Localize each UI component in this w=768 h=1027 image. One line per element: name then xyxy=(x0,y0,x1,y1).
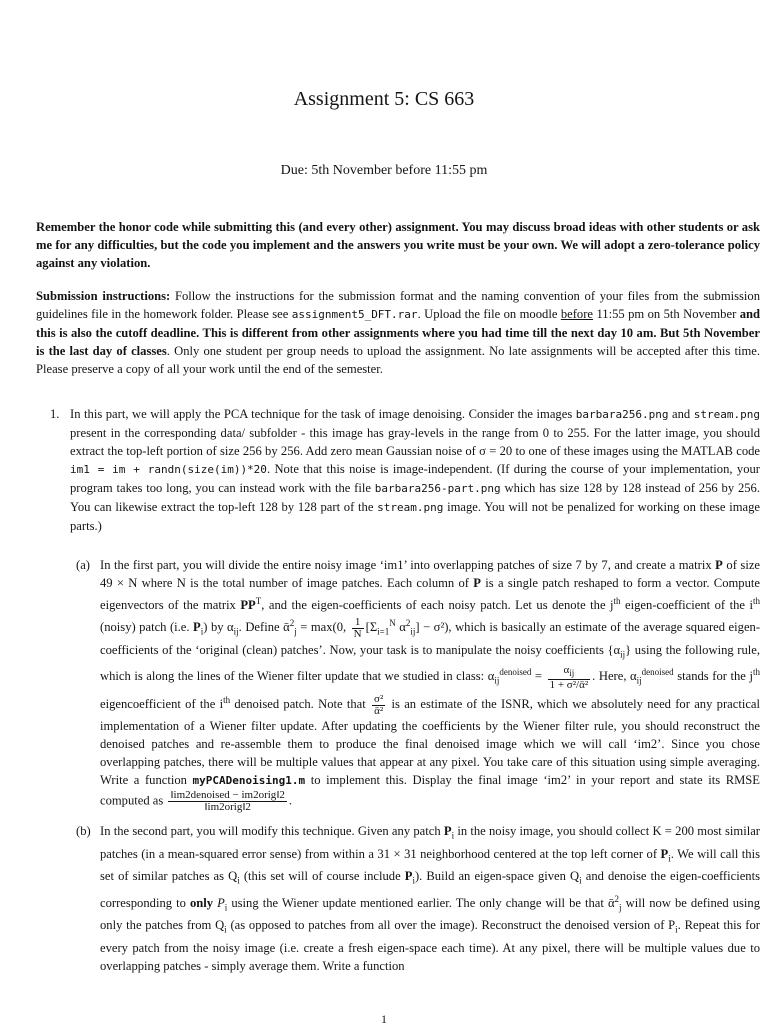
part-a-text: eigen-coefficient of the i xyxy=(625,598,753,613)
subscript: i=1 xyxy=(377,626,390,637)
superscript: 2 xyxy=(405,618,411,629)
page-number: 1 xyxy=(381,1012,387,1026)
fraction-denominator: ‖im2orig‖2 xyxy=(204,800,251,813)
superscript: N xyxy=(389,618,396,629)
part-a-text: of size 49 × N where N is the total number of image patches. Each column of xyxy=(100,558,760,590)
fraction-numerator: 1 xyxy=(352,617,364,629)
part-a-text: is a single patch reshaped to form a vector. Compute eigenvectors of the matrix xyxy=(100,576,760,613)
image-filename: barbara256.png xyxy=(575,408,669,421)
subscript: i xyxy=(224,924,227,935)
part-a-text: . Here, α xyxy=(592,669,637,684)
subscript: j xyxy=(294,626,297,637)
q1-text: and xyxy=(672,407,691,421)
math-symbol: P xyxy=(660,846,669,861)
submission-text: . Upload the file on moodle xyxy=(417,307,558,321)
submission-label: Submission instructions: xyxy=(36,289,171,303)
superscript: 2 xyxy=(614,893,620,904)
subscript: ij xyxy=(410,626,416,637)
q1-text: . Note that this noise is image-independent. (If during the course of your implementation, your program takes too long, you can instead work with the file xyxy=(70,462,760,495)
page-title: Assignment 5: CS 663 xyxy=(293,88,475,110)
subscript: i xyxy=(237,875,240,886)
part-a-text: = xyxy=(534,669,543,684)
subscript: i xyxy=(579,875,582,886)
image-filename: stream.png xyxy=(377,501,444,514)
q1-text: image. You will not be penalized for working on these image parts.) xyxy=(70,500,760,533)
part-a-text: . xyxy=(288,792,293,807)
part-a-text: . Define ᾱ xyxy=(238,620,290,635)
fraction-denominator: N xyxy=(353,627,362,640)
superscript: th xyxy=(613,596,621,606)
superscript: 2 xyxy=(289,618,295,629)
superscript: denoised xyxy=(641,667,674,678)
submission-filename: assignment5_DFT.rar xyxy=(291,308,418,321)
fraction-denominator: 1 + σ²/ᾱ² xyxy=(549,678,589,691)
part-b xyxy=(76,822,760,975)
part-b-text: and denoise the eigen-coefficients corresponding to xyxy=(100,869,760,910)
before-underlined: before xyxy=(560,307,594,321)
subscript: i xyxy=(412,875,415,886)
subscript: i xyxy=(668,853,671,864)
submission-text: Follow the instructions for the submission format and the naming convention of your files from the submission guidelines file in the homework folder. Please see xyxy=(36,289,761,321)
fraction-text: α xyxy=(563,663,570,676)
submission-instructions xyxy=(36,287,760,378)
part-b-text: (as opposed to patches from all over the image). Reconstruct the denoised version of P xyxy=(230,918,676,933)
superscript: T xyxy=(255,596,262,606)
part-a-text: to implement this. Display the final image ‘im2’ in your report and state its RMSE computed as xyxy=(100,772,760,807)
math-symbol: PP xyxy=(240,598,256,613)
subscript: i xyxy=(224,902,228,913)
emphasis-only: only xyxy=(189,895,214,910)
part-a-text: [Σ xyxy=(365,620,378,635)
part-b-text: In the second part, you will modify this technique. Given any patch xyxy=(100,824,441,838)
subscript: ij xyxy=(620,649,626,660)
subscript: ij xyxy=(569,667,575,678)
part-a-text: eigencoefficient of the i xyxy=(100,696,224,711)
question-number: 1. xyxy=(50,407,60,421)
function-name: myPCADenoising1.m xyxy=(192,773,306,787)
part-a-text: = max(0, xyxy=(300,620,347,635)
part-a-text: , and the eigen-coefficients of each noisy patch. Let us denote the j xyxy=(261,598,614,613)
image-filename: stream.png xyxy=(693,408,761,421)
q1-text: In this part, we will apply the PCA technique for the task of image denoising. Consider the images xyxy=(70,407,573,421)
due-date: Due: 5th November before 11:55 pm xyxy=(280,163,488,178)
subscript: ij xyxy=(494,676,500,687)
deadline-bold: and this is also the cutoff deadline. This is different from other assignments where you had time till the next day 10 am. But 5th November is the last day of classes xyxy=(36,307,760,358)
part-b-text: . Repeat this for every patch from the noisy image (i.e. create a fresh eigen-space each time). At any pixel, there will be multiple values due to overlapping patches - simply average them. Write a function xyxy=(100,918,760,973)
part-a xyxy=(76,556,760,813)
subscript: i xyxy=(675,924,678,935)
q1-text: which has size 128 by 128 instead of 256 by 256. You can likewise extract the top-left 128 by 128 part of the xyxy=(70,481,760,514)
math-symbol: P xyxy=(217,895,225,910)
math-symbol: P xyxy=(193,620,201,635)
superscript: denoised xyxy=(499,667,532,678)
fraction-numerator xyxy=(548,665,591,680)
part-a-text: α xyxy=(399,620,406,635)
part-a-text: } using the following rule, which is along the lines of the Wiener filter update that we studied in class: α xyxy=(100,642,761,684)
fraction-numerator: σ² xyxy=(374,692,384,705)
part-b-text: ). Build an eigen-space given Q xyxy=(414,869,580,884)
part-b-text: using the Wiener update mentioned earlier. The only change will be that ᾱ xyxy=(231,895,615,910)
part-a-text: ) by α xyxy=(203,620,234,635)
wiener-fraction xyxy=(548,665,591,691)
rmse-fraction xyxy=(168,790,286,813)
isnr-fraction xyxy=(372,694,385,717)
subscript: j xyxy=(619,902,622,913)
superscript: th xyxy=(223,694,231,705)
part-a-text: ] − σ²), which is basically an estimate of the average squared eigen-coefficients of the ‘original (clean) patches’. Now, your task is to manipulate the noisy coefficients {α xyxy=(100,620,761,657)
math-symbol: P xyxy=(404,869,413,884)
part-a-text: is an estimate of the ISNR, which we absolutely need for any practical implementation of a Wiener filter update. After updating the coefficients by the Wiener filter rule, you should reconstruct the denoised patches and re-assemble them to produce the final denoised image which we will call ‘im2’. Since you chose overlapping patches, there will be multiple values that appear at any pixel. You take care of this situation using simple averaging. Write a function xyxy=(100,696,760,787)
part-b-text: in the noisy image, you should collect K = 200 most similar patches (in a mean-squared error sense) from within a 31 × 31 neighborhood centered at the top left corner of xyxy=(100,824,760,861)
part-b-label: (b) xyxy=(76,824,91,838)
image-filename: barbara256-part.png xyxy=(374,482,501,495)
math-symbol: P xyxy=(715,558,723,572)
part-b-text: . We will call this set of similar patches as Q xyxy=(100,846,760,884)
math-symbol: P xyxy=(473,576,481,590)
matlab-code: im1 = im + randn(size(im))*20 xyxy=(70,463,267,476)
fraction-numerator: ‖im2denoised − im2orig‖2 xyxy=(170,788,285,801)
q1-text: present in the corresponding data/ subfolder - this image has gray-levels in the range from 0 to 255. For the latter image, you should extract the top-left portion of size 256 by 256. Add zero mean Gaussian noise of σ = 20 to one of these images using the MATLAB code xyxy=(70,426,760,458)
superscript: th xyxy=(752,667,760,678)
honor-code-paragraph: Remember the honor code while submitting this (and every other) assignment. You may discuss broad ideas with other students or ask me for any difficulties, but the code you implement and the answers you write must be your own. We will adopt a zero-tolerance policy against any violation. xyxy=(36,220,760,270)
subscript: i xyxy=(200,626,204,637)
part-b-text: (this set will of course include xyxy=(243,869,401,884)
submission-text: 11:55 pm on 5th November xyxy=(596,307,737,321)
part-a-text: denoised patch. Note that xyxy=(234,696,366,711)
fraction-denominator: ᾱ² xyxy=(374,704,384,717)
subscript: i xyxy=(451,830,455,841)
part-a-label: (a) xyxy=(76,558,90,572)
part-a-text: In the first part, you will divide the entire noisy image ‘im1’ into overlapping patches of size 7 by 7, and create a matrix xyxy=(100,558,712,572)
part-b-text: will now be defined using only the patches from Q xyxy=(100,895,760,933)
subscript: ij xyxy=(636,676,642,687)
submission-text: . Only one student per group needs to upload the assignment. No late assignments will be accepted after this time. Please preserve a copy of all your work until the end of the semester. xyxy=(36,344,760,376)
subscript: ij xyxy=(233,626,239,637)
question-1 xyxy=(50,405,760,535)
part-a-text: (noisy) patch (i.e. xyxy=(100,620,190,635)
superscript: th xyxy=(752,596,760,606)
part-a-text: stands for the j xyxy=(677,669,753,684)
math-symbol: P xyxy=(443,824,452,838)
one-over-n-fraction xyxy=(352,617,364,640)
